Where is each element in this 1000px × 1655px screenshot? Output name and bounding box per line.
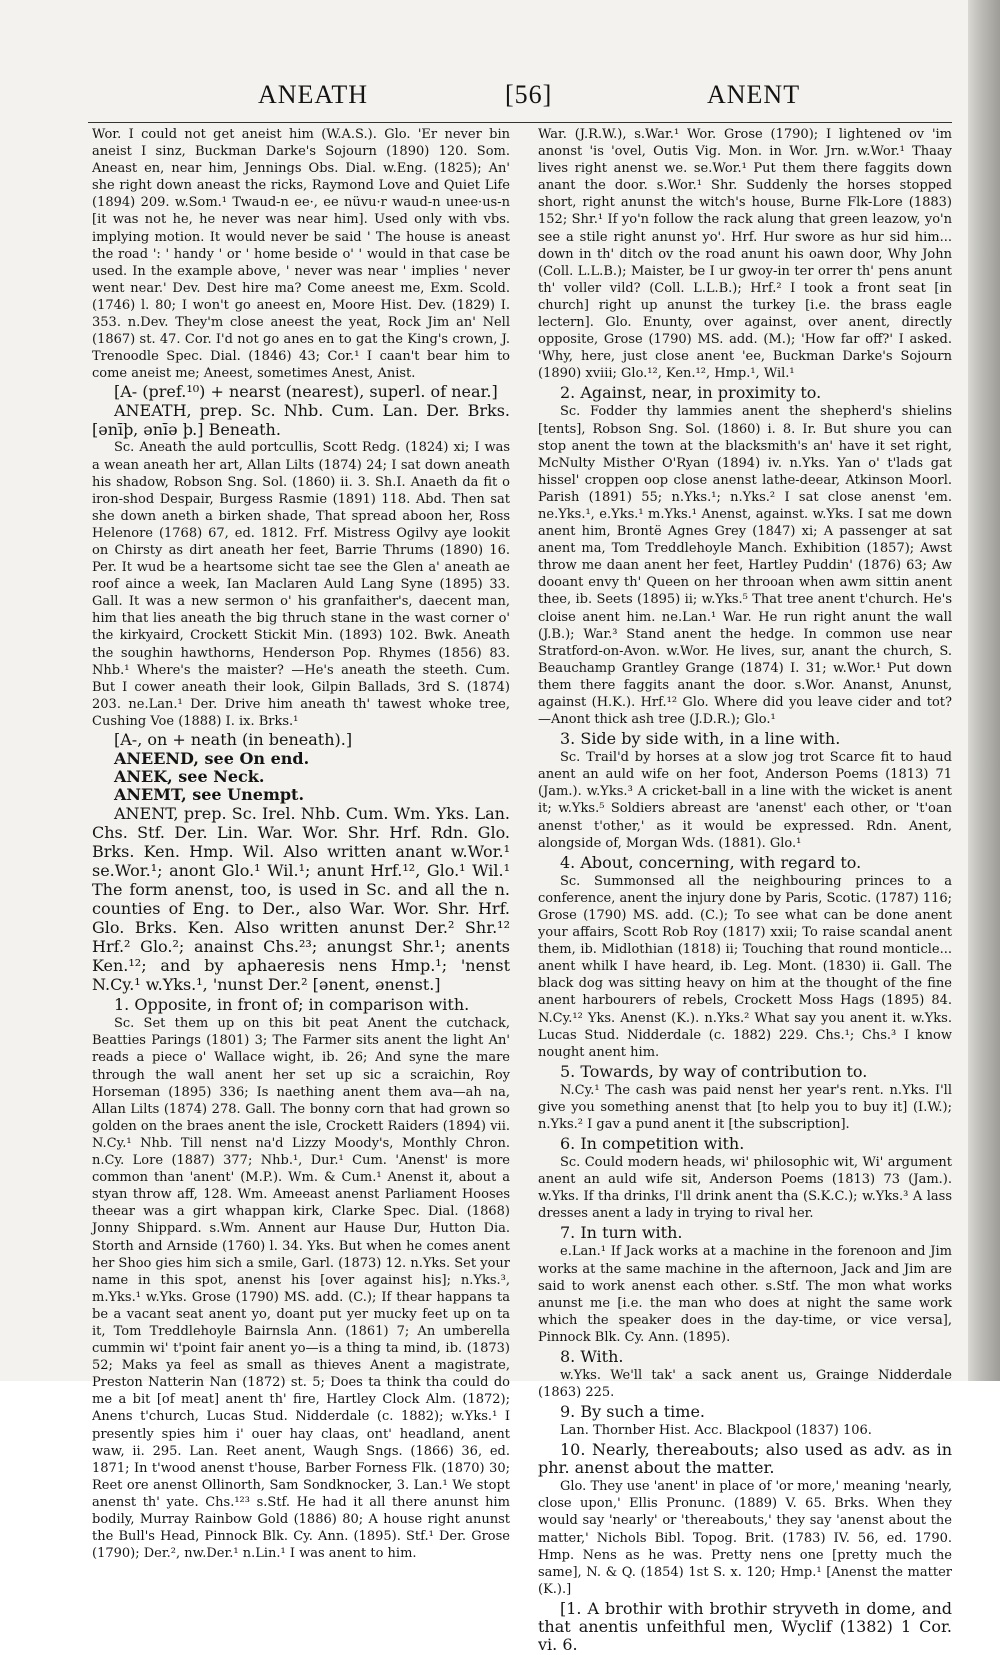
sense-heading: 5. Towards, by way of contribution to. xyxy=(560,1061,868,1081)
etymology-note: [A- (pref.¹⁰) + nearst (nearest), superl. of near.] xyxy=(114,382,498,402)
paragraph: Sc. Trail'd by horses at a slow jog trot Scarce fit to haud anent an auld wife on her foot, Anderson Poems (1813) 71 (Jam.). w.Yks.³ A cricket-ball in a line with the wicket is anent it; w.Yks.⁵ Soldiers abreast are 'anenst' each other, or 't'oan anenst t'other,' as it would be expressed. Rdn. Anent, alongside of, Morgan Wds. (1881). Glo.¹ xyxy=(538,750,952,851)
paragraph: w.Yks. We'll tak' a sack anent us, Grainge Nidderdale (1863) 225. xyxy=(538,1368,952,1401)
sense-heading: 1. Opposite, in front of; in comparison with. xyxy=(114,995,470,1015)
paragraph: N.Cy.¹ The cash was paid nenst her year's rent. n.Yks. I'll give you something anenst that [to help you to buy it] (I.W.); n.Yks.² I gav a pund anent it [the subscription]. xyxy=(538,1082,952,1132)
sense-heading: 10. Nearly, thereabouts; also used as adv. as in phr. anenst about the matter. xyxy=(538,1440,952,1478)
sense-heading: 4. About, concerning, with regard to. xyxy=(560,852,862,872)
left-column xyxy=(92,126,510,1562)
running-head-left: ANEATH xyxy=(258,80,368,109)
cross-reference-aneend: ANEEND, see On end. xyxy=(114,749,310,768)
paragraph: Sc. Set them up on this bit peat Anent the cutchack, Beatties Parings (1801) 3; The Farmer sits anent the light An' reads a piece o' Wallace wight, ib. 26; And syne the mare through the wall anent her set up sic a scraichin, Roy Horseman (1895) 336; Is naething anent them ava—ah na, Allan Lilts (1874) 278. Gall. The bonny corn that had grown so golden on the braes anent the isle, Crockett Raiders (1894) vii. N.Cy.¹ Nhb. Till nenst na'd Lizzy Moody's, Monthly Chron. n.Cy. Lore (1887) 377; Nhb.¹, Dur.¹ Cum. 'Anenst' is more common than 'anent' (M.P.). Wm. & Cum.¹ Anenst it, about a styan throw aff, 128. Wm. Ameeast anenst Parliament Hooses theear was a girt whappan kirk, Clarke Spec. Dial. (1868) Jonny Shippard. s.Wm. Annent aur Hause Dur, Hutton Dia. Storth and Arnside (1760) l. 34. Yks. But when he comes anent her Shoo gies him sich a smile, Garl. (1873) 12. n.Yks. Set your name in this spot, anenst his [over against his]; n.Yks.³, m.Yks.¹ w.Yks. Grose (1790) MS. add. (C.); If thear happans ta be a vacant seat anent yo, doant put yer mucky feet up on ta it, Tom Treddlehoyle Bairnsla Ann. (1861) 7; An umberella cummin wi' t'point fair anent yo—is a thing ta mind, ib. (1873) 52; Maks ya feel as small as thieves Anent a magistrate, Preston Natterin Nan (1872) st. 5; Does ta think tha could do me a bit [of meat] anent th' fire, Hartley Clock Alm. (1872); Anens t'church, Lucas Stud. Nidderdale (c. 1882); w.Yks.¹ I presently spies him i' ouer hay claas, ont' headland, anent waw, ii. 295. Lan. Reet anent, Waugh Sngs. (1866) 36, ed. 1871; In t'wood anenst t'house, Barber Forness Flk. (1870) 30; Reet ore anenst Ollinorth, Sam Sondknocker, 3. Lan.¹ We stopt anenst th' yate. Chs.¹²³ s.Stf. He had it all there anunst him bodily, Murray Rainbow Gold (1886) 80; A house right anunst the Bull's Head, Pinnock Blk. Cy. Ann. (1895). Stf.¹ Der. Grose (1790); Der.², nw.Der.¹ n.Lin.¹ I was anent to him. xyxy=(92,1016,510,1562)
paragraph: Sc. Summonsed all the neighbouring princes to a conference, anent the injury done by Paris, Scotic. (1787) 116; Grose (1790) MS. add. (C.); To see what can be done anent your affairs, Scott Rob Roy (1817) xxii; To raise scandal anent them, ib. Midlothian (1818) ii; Touching that round monticle... anent whilk I have heard, ib. Leg. Mont. (1830) ii. Gall. The black dog was sitting heavy on him at the thought of the fine anent harbourers of rebels, Crockett Moss Hags (1895) 84. N.Cy.¹² Yks. Anenst (K.). n.Yks.² What say you anent it. w.Yks. Lucas Stud. Nidderdale (c. 1882) 229. Chs.¹; Chs.³ I know nought anent him. xyxy=(538,873,952,1060)
etymology-note: [A-, on + neath (in beneath).] xyxy=(114,730,353,749)
running-head-right: ANENT xyxy=(707,80,801,109)
entry-aneath: ANEATH, prep. Sc. Nhb. Cum. Lan. Der. Brks. [ənīþ, ənīə þ.] Beneath. xyxy=(92,401,510,440)
entry-anent: ANENT, prep. Sc. Irel. Nhb. Cum. Wm. Yks. Lan. Chs. Stf. Der. Lin. War. Wor. Shr. Hrf. Rdn. Glo. Brks. Ken. Hmp. Wil. Also written anant w.Wor.¹ se.Wor.¹; anont Glo.¹ Wil.¹; anunt Hrf.¹², Glo.¹ Wil.¹ The form anenst, too, is used in Sc. and all the n. counties of Eng. to Der., also War. Wor. Shr. Hrf. Glo. Brks. Ken. Also written anunst Der.² Shr.¹² Hrf.² Glo.²; anainst Chs.²³; anungst Shr.¹; anents Ken.¹²; and by aphaeresis nens Hmp.¹; 'nenst N.Cy.¹ w.Yks.¹, 'nunst Der.² [ənent, ənenst.] xyxy=(92,804,510,995)
paragraph: e.Lan.¹ If Jack works at a machine in the forenoon and Jim works at the same machine in the afternoon, Jack and Jim are said to work anenst each other. s.Stf. The mon what works anunst me [i.e. the man who does at night the same work which the speaker does in the day-time, or vice versa], Pinnock Blk. Cy. Ann. (1895). xyxy=(538,1244,952,1345)
sense-heading: 8. With. xyxy=(560,1347,624,1366)
cross-reference-anemt: ANEMT, see Unempt. xyxy=(114,785,305,805)
paragraph: Lan. Thornber Hist. Acc. Blackpool (1837) 106. xyxy=(560,1423,872,1439)
header-rule xyxy=(88,122,952,123)
paragraph: War. (J.R.W.), s.War.¹ Wor. Grose (1790); I lightened ov 'im anonst 'is 'ovel, Outis Vig. Mon. in Wor. Jrn. w.Wor.¹ Thaay lives right anenst we. se.Wor.¹ Put them there faggits down anant the door. s.Wor.¹ Shr. Suddenly the horses stopped short, right anunst the witch's house, Burne Flk-Lore (1883) 152; Shr.¹ If yo'n follow the rack alung that green leazow, yo'n see a stile right anunst yo'. Hrf. Hur swore as hur sid him... down in th' ditch ov the road anunt his oawn door, Why John (Coll. L.L.B.); Maister, be I ur gwoy-in ter orrer th' pens anunt th' voller vild? (Coll. L.L.B.); Hrf.² I took a front seat [in church] right up anunst the turkey [i.e. the brass eagle lectern]. Glo. Enunty, over against, over anent, directly opposite, Grose (1790) MS. add. (M.); 'How far off?' I asked. 'Why, here, just close anent 'ee, Buckman Darke's Sojourn (1890) xviii; Glo.¹², Ken.¹², Hmp.¹, Wil.¹ xyxy=(538,127,952,382)
sense-heading: 2. Against, near, in proximity to. xyxy=(560,383,822,403)
sense-heading: 3. Side by side with, in a line with. xyxy=(560,729,841,749)
sense-heading: 6. In competition with. xyxy=(560,1134,745,1154)
sense-heading: 9. By such a time. xyxy=(560,1402,705,1422)
paragraph: Sc. Aneath the auld portcullis, Scott Redg. (1824) xi; I was a wean aneath her art, Allan Lilts (1874) 24; I sat down aneath his shadow, Robson Sng. Sol. (1860) ii. 3. Sh.I. Anaeth da fit o iron-shod Despair, Burgess Rasmie (1891) 118. Abd. Then sat she down aneth a birken shade, That spread aboon her, Ross Helenore (1768) 67, ed. 1812. Frf. Mistress Ogilvy aye lookit on Chirsty as dirt aneath her feet, Barrie Thrums (1890) 16. Per. It wud be a heartsome sicht tae see the Glen a' aneath ae roof aince a week, Ian Maclaren Auld Lang Syne (1895) 33. Gall. It was a new sermon o' his granfaither's, daecent man, him that lies aneath the big thruch stane in the wast corner o' the kirkyaird, Crockett Stickit Min. (1893) 102. Bwk. Aneath the soughin hawthorns, Henderson Pop. Rhymes (1856) 83. Nhb.¹ Where's the maister? —He's aneath the steeth. Cum. But I cower aneath their look, Gilpin Ballads, 3rd S. (1874) 203. ne.Lan.¹ Der. Drive him aneath th' tawest whoke tree, Cushing Voe (1888) I. ix. Brks.¹ xyxy=(92,440,510,729)
etymology-note: [1. A brothir with brothir stryveth in dome, and that anentis unfeithful men, Wyclif (1382) 1 Cor. vi. 6. xyxy=(538,1598,952,1654)
right-column xyxy=(538,126,952,1655)
page-number: [56] xyxy=(505,80,553,109)
cross-reference-anek: ANEK, see Neck. xyxy=(114,767,265,787)
paragraph: Glo. They use 'anent' in place of 'or more,' meaning 'nearly, close upon,' Ellis Pronunc. (1889) V. 65. Brks. When they would say 'nearly' or 'thereabouts,' they say 'anenst about the matter,' Nichols Bibl. Topog. Brit. (1783) IV. 56, ed. 1790. Hmp. Nens as he was. Pretty nens one [pretty much the same], N. & Q. (1854) 1st S. x. 120; Hmp.¹ [Anenst the matter (K.).] xyxy=(538,1479,952,1597)
paragraph: Sc. Could modern heads, wi' philosophic wit, Wi' argument anent an auld wife sit, Anderson Poems (1813) 73 (Jam.). w.Yks. If tha drinks, I'll drink anent tha (S.K.C.); w.Yks.³ A lass dresses anent a lady in trying to rival her. xyxy=(538,1155,952,1222)
paragraph: Sc. Fodder thy lammies anent the shepherd's shielins [tents], Robson Sng. Sol. (1860) i. 8. Ir. But shure you can stop anent the town at the blacksmith's an' have it set right, McNulty Misther O'Ryan (1894) iv. n.Yks. Yan o' t'lads gat hissel' croppen oop close anenst lathe-deear, Atkinson Moorl. Parish (1891) 55; n.Yks.¹; n.Yks.² I sat close anenst 'em. ne.Yks.¹, e.Yks.¹ m.Yks.¹ Anenst, against. w.Yks. I sat me down anent him, Brontë Agnes Grey (1847) xi; A passenger at sat anent ma, Tom Treddlehoyle Manch. Exhibition (1857); Awst throw me daan anent her feet, Hartley Puddin' (1876) 63; Aw dooant envy th' Queen on her throoan when awm sittin anent thee, ib. Seets (1895) ii; w.Yks.⁵ That tree anent t'church. He's cloise anent him. ne.Lan.¹ War. He run right anunt the wall (J.B.); War.³ Stand anent the hedge. In common use near Stratford-on-Avon. w.Wor. He lives, sur, anant the church, S. Beauchamp Grantley Grange (1874) I. 31; w.Wor.¹ Put down them there faggits anant the door. s.Wor. Ananst, Anunst, against (H.K.). Hrf.¹² Glo. Where did you leave cider and tot?—Anont thick ash tree (J.D.R.); Glo.¹ xyxy=(538,404,952,728)
sense-heading: 7. In turn with. xyxy=(560,1223,683,1243)
page-edge-shadow xyxy=(968,0,1000,1381)
paragraph: Wor. I could not get aneist him (W.A.S.). Glo. 'Er never bin aneist I sinz, Buckman Darke's Sojourn (1890) 120. Som. Aneast en, near him, Jennings Obs. Dial. w.Eng. (1825); An' she right down aneast the ricks, Raymond Love and Quiet Life (1894) 209. w.Som.¹ Twaud-n ee·, ee nüvu·r waud-n unee·us-n [it was not he, he never was near him]. Used only with vbs. implying motion. It would never be said ' The house is aneast the road ': ' handy ' or ' home beside o' ' would in that case be used. In the example above, ' never was near ' implies ' never went near.' Dev. Dest hire ma? Come aneest me, Exm. Scold. (1746) l. 80; I won't go aneest en, Moore Hist. Dev. (1829) I. 353. n.Dev. They'm close aneest the yeat, Rock Jim an' Nell (1867) st. 47. Cor. I'd not go anes en to gat the King's crown, J. Trenoodle Spec. Dial. (1846) 43; Cor.¹ I caan't bear him to come aneist me; Aneest, sometimes Anest, Anist. xyxy=(92,127,510,382)
